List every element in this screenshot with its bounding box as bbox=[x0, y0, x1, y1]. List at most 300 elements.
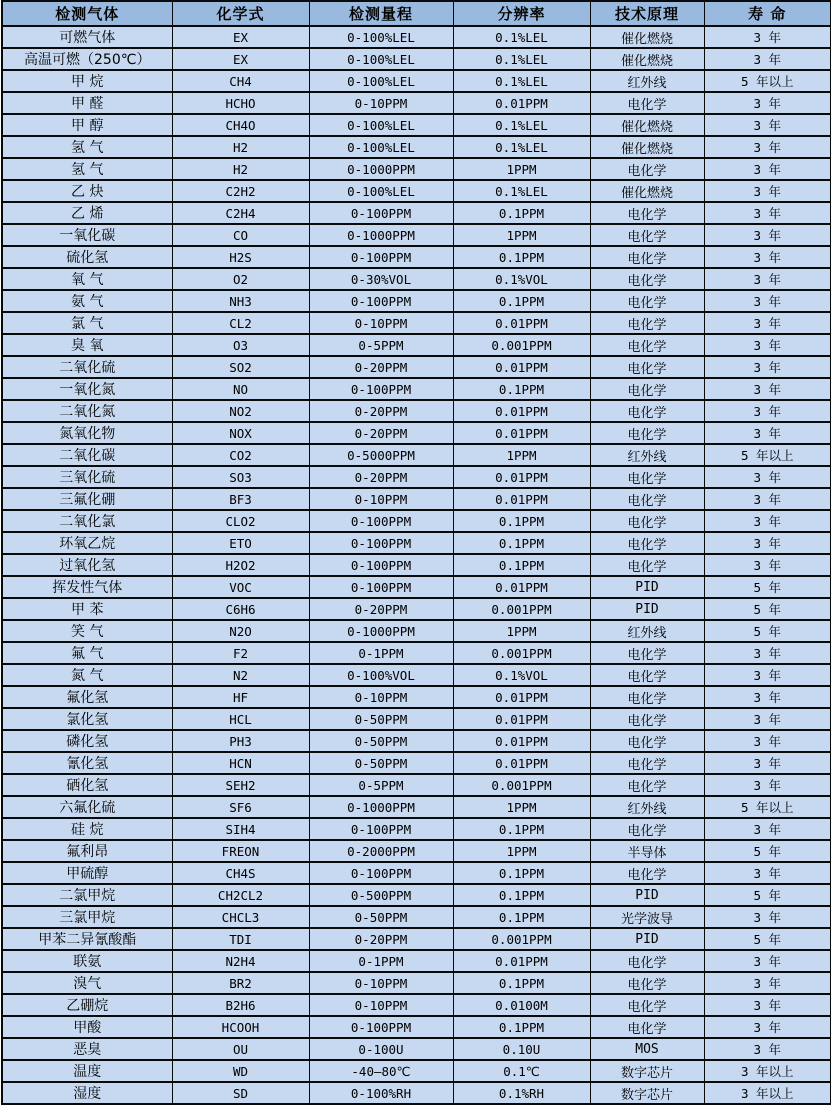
cell: 3 年 bbox=[704, 818, 831, 840]
cell: 0-100PPM bbox=[309, 246, 453, 268]
table-row bbox=[2, 290, 831, 312]
table-row bbox=[2, 1038, 831, 1060]
cell: SEH2 bbox=[172, 774, 309, 796]
cell: 0.1%RH bbox=[453, 1082, 590, 1104]
cell: 0-20PPM bbox=[309, 422, 453, 444]
cell: 3 年 bbox=[704, 466, 831, 488]
cell: 电化学 bbox=[590, 334, 704, 356]
cell: 5 年以上 bbox=[704, 796, 831, 818]
cell: 0.01PPM bbox=[453, 730, 590, 752]
cell: 催化燃烧 bbox=[590, 114, 704, 136]
cell: 0-50PPM bbox=[309, 730, 453, 752]
cell: 电化学 bbox=[590, 400, 704, 422]
cell: 电化学 bbox=[590, 378, 704, 400]
cell: 过氧化氢 bbox=[2, 554, 172, 576]
cell: PID bbox=[590, 598, 704, 620]
table-row bbox=[2, 136, 831, 158]
cell: 0.1PPM bbox=[453, 818, 590, 840]
cell: 氨 气 bbox=[2, 290, 172, 312]
cell: 1PPM bbox=[453, 158, 590, 180]
cell: 0-10PPM bbox=[309, 994, 453, 1016]
cell: 甲 醇 bbox=[2, 114, 172, 136]
cell: 3 年以上 bbox=[704, 1060, 831, 1082]
cell: 0.001PPM bbox=[453, 598, 590, 620]
column-header-3: 分辨率 bbox=[453, 1, 590, 26]
cell: NO2 bbox=[172, 400, 309, 422]
cell: 0-100%LEL bbox=[309, 26, 453, 48]
table-row bbox=[2, 202, 831, 224]
cell: 0.1PPM bbox=[453, 202, 590, 224]
cell: 3 年 bbox=[704, 224, 831, 246]
cell: 电化学 bbox=[590, 1016, 704, 1038]
cell: 0.1%LEL bbox=[453, 114, 590, 136]
cell: 0.01PPM bbox=[453, 488, 590, 510]
cell: 0.01PPM bbox=[453, 356, 590, 378]
cell: 硅 烷 bbox=[2, 818, 172, 840]
cell: 3 年 bbox=[704, 268, 831, 290]
cell: 3 年 bbox=[704, 686, 831, 708]
cell: 0.1PPM bbox=[453, 290, 590, 312]
cell: B2H6 bbox=[172, 994, 309, 1016]
cell: PID bbox=[590, 928, 704, 950]
table-row bbox=[2, 994, 831, 1016]
table-row bbox=[2, 950, 831, 972]
cell: 0-2000PPM bbox=[309, 840, 453, 862]
cell: C6H6 bbox=[172, 598, 309, 620]
cell: BR2 bbox=[172, 972, 309, 994]
cell: 电化学 bbox=[590, 642, 704, 664]
table-row bbox=[2, 796, 831, 818]
table-row bbox=[2, 972, 831, 994]
cell: VOC bbox=[172, 576, 309, 598]
cell: 0-100%LEL bbox=[309, 114, 453, 136]
cell: 0.1%LEL bbox=[453, 136, 590, 158]
cell: 0-10PPM bbox=[309, 488, 453, 510]
cell: 数字芯片 bbox=[590, 1082, 704, 1104]
cell: 0.10U bbox=[453, 1038, 590, 1060]
cell: 0.1PPM bbox=[453, 1016, 590, 1038]
cell: 电化学 bbox=[590, 774, 704, 796]
cell: CL2 bbox=[172, 312, 309, 334]
cell: 红外线 bbox=[590, 70, 704, 92]
table-row bbox=[2, 246, 831, 268]
cell: 0-1000PPM bbox=[309, 224, 453, 246]
cell: 0.001PPM bbox=[453, 928, 590, 950]
table-row bbox=[2, 400, 831, 422]
cell: 电化学 bbox=[590, 356, 704, 378]
cell: 0-10PPM bbox=[309, 92, 453, 114]
cell: WD bbox=[172, 1060, 309, 1082]
cell: 氮 气 bbox=[2, 664, 172, 686]
cell: FREON bbox=[172, 840, 309, 862]
column-header-5: 寿 命 bbox=[704, 1, 831, 26]
cell: 3 年 bbox=[704, 532, 831, 554]
cell: 0.1PPM bbox=[453, 554, 590, 576]
cell: 5 年以上 bbox=[704, 70, 831, 92]
cell: 3 年 bbox=[704, 906, 831, 928]
cell: 1PPM bbox=[453, 840, 590, 862]
cell: 笑 气 bbox=[2, 620, 172, 642]
cell: 催化燃烧 bbox=[590, 136, 704, 158]
table-row bbox=[2, 466, 831, 488]
cell: 氢 气 bbox=[2, 136, 172, 158]
column-header-4: 技术原理 bbox=[590, 1, 704, 26]
cell: 3 年 bbox=[704, 752, 831, 774]
cell: 0.1%VOL bbox=[453, 268, 590, 290]
cell: 0.0100M bbox=[453, 994, 590, 1016]
cell: 3 年 bbox=[704, 290, 831, 312]
cell: CHCL3 bbox=[172, 906, 309, 928]
cell: H2O2 bbox=[172, 554, 309, 576]
cell: 0-500PPM bbox=[309, 884, 453, 906]
cell: SD bbox=[172, 1082, 309, 1104]
table-row bbox=[2, 48, 831, 70]
cell: 3 年 bbox=[704, 26, 831, 48]
cell: 0-1000PPM bbox=[309, 158, 453, 180]
cell: 0-100PPM bbox=[309, 1016, 453, 1038]
cell: 0-20PPM bbox=[309, 400, 453, 422]
cell: 0.01PPM bbox=[453, 950, 590, 972]
cell: 0-30%VOL bbox=[309, 268, 453, 290]
cell: 电化学 bbox=[590, 730, 704, 752]
cell: MOS bbox=[590, 1038, 704, 1060]
cell: 0-20PPM bbox=[309, 466, 453, 488]
cell: 甲酸 bbox=[2, 1016, 172, 1038]
cell: 温度 bbox=[2, 1060, 172, 1082]
cell: 可燃气体 bbox=[2, 26, 172, 48]
table-row bbox=[2, 26, 831, 48]
cell: 硫化氢 bbox=[2, 246, 172, 268]
cell: 0-100PPM bbox=[309, 510, 453, 532]
cell: PH3 bbox=[172, 730, 309, 752]
cell: 氯 气 bbox=[2, 312, 172, 334]
cell: 电化学 bbox=[590, 862, 704, 884]
table-row bbox=[2, 312, 831, 334]
table-row bbox=[2, 510, 831, 532]
table-row bbox=[2, 576, 831, 598]
cell: 3 年 bbox=[704, 708, 831, 730]
cell: F2 bbox=[172, 642, 309, 664]
cell: 六氟化硫 bbox=[2, 796, 172, 818]
table-row bbox=[2, 686, 831, 708]
cell: 三氧化硫 bbox=[2, 466, 172, 488]
cell: 甲苯二异氰酸酯 bbox=[2, 928, 172, 950]
cell: 环氧乙烷 bbox=[2, 532, 172, 554]
cell: NO bbox=[172, 378, 309, 400]
cell: 甲 醛 bbox=[2, 92, 172, 114]
cell: 湿度 bbox=[2, 1082, 172, 1104]
cell: 半导体 bbox=[590, 840, 704, 862]
cell: 电化学 bbox=[590, 202, 704, 224]
cell: 光学波导 bbox=[590, 906, 704, 928]
cell: 电化学 bbox=[590, 92, 704, 114]
cell: CLO2 bbox=[172, 510, 309, 532]
cell: 电化学 bbox=[590, 246, 704, 268]
cell: O3 bbox=[172, 334, 309, 356]
cell: 0-100PPM bbox=[309, 576, 453, 598]
cell: 0-5PPM bbox=[309, 774, 453, 796]
cell: CH4 bbox=[172, 70, 309, 92]
table-row bbox=[2, 642, 831, 664]
table-row bbox=[2, 488, 831, 510]
cell: 二氯甲烷 bbox=[2, 884, 172, 906]
cell: 红外线 bbox=[590, 620, 704, 642]
cell: 硒化氢 bbox=[2, 774, 172, 796]
cell: OU bbox=[172, 1038, 309, 1060]
cell: 3 年以上 bbox=[704, 1082, 831, 1104]
cell: 0-20PPM bbox=[309, 356, 453, 378]
cell: 电化学 bbox=[590, 972, 704, 994]
cell: CO2 bbox=[172, 444, 309, 466]
cell: 0.1PPM bbox=[453, 378, 590, 400]
cell: TDI bbox=[172, 928, 309, 950]
cell: 乙 炔 bbox=[2, 180, 172, 202]
cell: 0.01PPM bbox=[453, 686, 590, 708]
cell: 0.001PPM bbox=[453, 334, 590, 356]
cell: 1PPM bbox=[453, 444, 590, 466]
cell: -40—80℃ bbox=[309, 1060, 453, 1082]
table-row bbox=[2, 114, 831, 136]
cell: 0.1PPM bbox=[453, 862, 590, 884]
cell: 电化学 bbox=[590, 752, 704, 774]
cell: 3 年 bbox=[704, 510, 831, 532]
cell: 3 年 bbox=[704, 554, 831, 576]
table-row bbox=[2, 664, 831, 686]
cell: 电化学 bbox=[590, 312, 704, 334]
cell: 甲 烷 bbox=[2, 70, 172, 92]
cell: 0.1%LEL bbox=[453, 26, 590, 48]
cell: 乙硼烷 bbox=[2, 994, 172, 1016]
cell: 电化学 bbox=[590, 686, 704, 708]
cell: HF bbox=[172, 686, 309, 708]
cell: 0-50PPM bbox=[309, 708, 453, 730]
cell: 0.1%LEL bbox=[453, 48, 590, 70]
cell: 0.001PPM bbox=[453, 642, 590, 664]
cell: HCHO bbox=[172, 92, 309, 114]
cell: 3 年 bbox=[704, 334, 831, 356]
cell: 溴气 bbox=[2, 972, 172, 994]
cell: 磷化氢 bbox=[2, 730, 172, 752]
cell: 3 年 bbox=[704, 202, 831, 224]
table-row bbox=[2, 356, 831, 378]
cell: 催化燃烧 bbox=[590, 48, 704, 70]
cell: 0-100PPM bbox=[309, 818, 453, 840]
cell: 臭 氧 bbox=[2, 334, 172, 356]
cell: ETO bbox=[172, 532, 309, 554]
cell: 0-100%LEL bbox=[309, 136, 453, 158]
table-row bbox=[2, 774, 831, 796]
cell: 0-100PPM bbox=[309, 202, 453, 224]
table-row bbox=[2, 928, 831, 950]
cell: 氧 气 bbox=[2, 268, 172, 290]
cell: 0-100PPM bbox=[309, 862, 453, 884]
cell: PID bbox=[590, 576, 704, 598]
column-header-2: 检测量程 bbox=[309, 1, 453, 26]
cell: 0-20PPM bbox=[309, 598, 453, 620]
cell: 3 年 bbox=[704, 730, 831, 752]
column-header-0: 检测气体 bbox=[2, 1, 172, 26]
cell: 电化学 bbox=[590, 488, 704, 510]
cell: C2H2 bbox=[172, 180, 309, 202]
cell: 恶臭 bbox=[2, 1038, 172, 1060]
cell: 0-5PPM bbox=[309, 334, 453, 356]
cell: 0.1PPM bbox=[453, 884, 590, 906]
cell: 氟 气 bbox=[2, 642, 172, 664]
cell: 0.1PPM bbox=[453, 510, 590, 532]
cell: 5 年以上 bbox=[704, 444, 831, 466]
cell: 3 年 bbox=[704, 1016, 831, 1038]
cell: EX bbox=[172, 48, 309, 70]
cell: 电化学 bbox=[590, 532, 704, 554]
cell: 电化学 bbox=[590, 818, 704, 840]
cell: 5 年 bbox=[704, 840, 831, 862]
cell: 0-5000PPM bbox=[309, 444, 453, 466]
cell: 二氧化硫 bbox=[2, 356, 172, 378]
cell: 数字芯片 bbox=[590, 1060, 704, 1082]
table-row bbox=[2, 1016, 831, 1038]
cell: 一氧化碳 bbox=[2, 224, 172, 246]
cell: 3 年 bbox=[704, 422, 831, 444]
table-row bbox=[2, 708, 831, 730]
cell: 0-100PPM bbox=[309, 290, 453, 312]
gas-spec-table bbox=[1, 0, 831, 1105]
cell: 高温可燃（250℃） bbox=[2, 48, 172, 70]
cell: 3 年 bbox=[704, 400, 831, 422]
cell: 红外线 bbox=[590, 796, 704, 818]
cell: 电化学 bbox=[590, 510, 704, 532]
table-row bbox=[2, 906, 831, 928]
cell: 3 年 bbox=[704, 1038, 831, 1060]
table-header bbox=[2, 1, 831, 26]
table-row bbox=[2, 378, 831, 400]
cell: 氟利昂 bbox=[2, 840, 172, 862]
cell: 甲 苯 bbox=[2, 598, 172, 620]
cell: 0-50PPM bbox=[309, 752, 453, 774]
cell: 二氧化碳 bbox=[2, 444, 172, 466]
cell: SO2 bbox=[172, 356, 309, 378]
cell: 0.001PPM bbox=[453, 774, 590, 796]
cell: 3 年 bbox=[704, 972, 831, 994]
cell: CH2CL2 bbox=[172, 884, 309, 906]
cell: EX bbox=[172, 26, 309, 48]
table-row bbox=[2, 1060, 831, 1082]
cell: HCL bbox=[172, 708, 309, 730]
cell: 0.01PPM bbox=[453, 422, 590, 444]
cell: 0-100U bbox=[309, 1038, 453, 1060]
cell: 二氧化氯 bbox=[2, 510, 172, 532]
cell: 三氯甲烷 bbox=[2, 906, 172, 928]
table-row bbox=[2, 884, 831, 906]
cell: 3 年 bbox=[704, 246, 831, 268]
cell: 5 年 bbox=[704, 620, 831, 642]
table-row bbox=[2, 180, 831, 202]
table-row bbox=[2, 532, 831, 554]
cell: SO3 bbox=[172, 466, 309, 488]
table-row bbox=[2, 730, 831, 752]
cell: N2 bbox=[172, 664, 309, 686]
cell: 电化学 bbox=[590, 708, 704, 730]
cell: 挥发性气体 bbox=[2, 576, 172, 598]
cell: 0-10PPM bbox=[309, 312, 453, 334]
table-row bbox=[2, 444, 831, 466]
table-row bbox=[2, 334, 831, 356]
cell: 0-10PPM bbox=[309, 686, 453, 708]
cell: 0-100PPM bbox=[309, 378, 453, 400]
cell: CO bbox=[172, 224, 309, 246]
cell: 0-100PPM bbox=[309, 532, 453, 554]
cell: 0.1PPM bbox=[453, 532, 590, 554]
table-row bbox=[2, 598, 831, 620]
cell: 0-1000PPM bbox=[309, 620, 453, 642]
cell: BF3 bbox=[172, 488, 309, 510]
cell: PID bbox=[590, 884, 704, 906]
cell: 电化学 bbox=[590, 290, 704, 312]
cell: 电化学 bbox=[590, 224, 704, 246]
cell: 电化学 bbox=[590, 994, 704, 1016]
cell: 红外线 bbox=[590, 444, 704, 466]
cell: 3 年 bbox=[704, 862, 831, 884]
cell: H2 bbox=[172, 158, 309, 180]
table-row bbox=[2, 554, 831, 576]
cell: 3 年 bbox=[704, 312, 831, 334]
cell: 0-1000PPM bbox=[309, 796, 453, 818]
cell: 0-100PPM bbox=[309, 554, 453, 576]
cell: 0.1PPM bbox=[453, 972, 590, 994]
cell: 0-1PPM bbox=[309, 950, 453, 972]
cell: CH4S bbox=[172, 862, 309, 884]
table-row bbox=[2, 92, 831, 114]
cell: N2H4 bbox=[172, 950, 309, 972]
cell: 一氧化氮 bbox=[2, 378, 172, 400]
table-body bbox=[2, 26, 831, 1104]
cell: 0.01PPM bbox=[453, 400, 590, 422]
table-row bbox=[2, 224, 831, 246]
cell: 0-100%RH bbox=[309, 1082, 453, 1104]
cell: 3 年 bbox=[704, 356, 831, 378]
table-row bbox=[2, 268, 831, 290]
cell: 电化学 bbox=[590, 422, 704, 444]
cell: 0-20PPM bbox=[309, 928, 453, 950]
cell: 氯化氢 bbox=[2, 708, 172, 730]
cell: 3 年 bbox=[704, 664, 831, 686]
cell: 氰化氢 bbox=[2, 752, 172, 774]
cell: 催化燃烧 bbox=[590, 26, 704, 48]
cell: 二氧化氮 bbox=[2, 400, 172, 422]
cell: 催化燃烧 bbox=[590, 180, 704, 202]
cell: 1PPM bbox=[453, 796, 590, 818]
cell: 乙 烯 bbox=[2, 202, 172, 224]
cell: 3 年 bbox=[704, 136, 831, 158]
cell: 甲硫醇 bbox=[2, 862, 172, 884]
cell: 0.1PPM bbox=[453, 246, 590, 268]
cell: 3 年 bbox=[704, 994, 831, 1016]
cell: SF6 bbox=[172, 796, 309, 818]
cell: 0.01PPM bbox=[453, 576, 590, 598]
cell: 电化学 bbox=[590, 466, 704, 488]
cell: HCN bbox=[172, 752, 309, 774]
cell: 0-100%LEL bbox=[309, 48, 453, 70]
cell: N2O bbox=[172, 620, 309, 642]
cell: 1PPM bbox=[453, 224, 590, 246]
cell: NOX bbox=[172, 422, 309, 444]
header-row bbox=[2, 1, 831, 26]
table-row bbox=[2, 862, 831, 884]
cell: 0.01PPM bbox=[453, 708, 590, 730]
cell: 0.01PPM bbox=[453, 752, 590, 774]
cell: 0.01PPM bbox=[453, 312, 590, 334]
cell: 3 年 bbox=[704, 488, 831, 510]
cell: 三氟化硼 bbox=[2, 488, 172, 510]
